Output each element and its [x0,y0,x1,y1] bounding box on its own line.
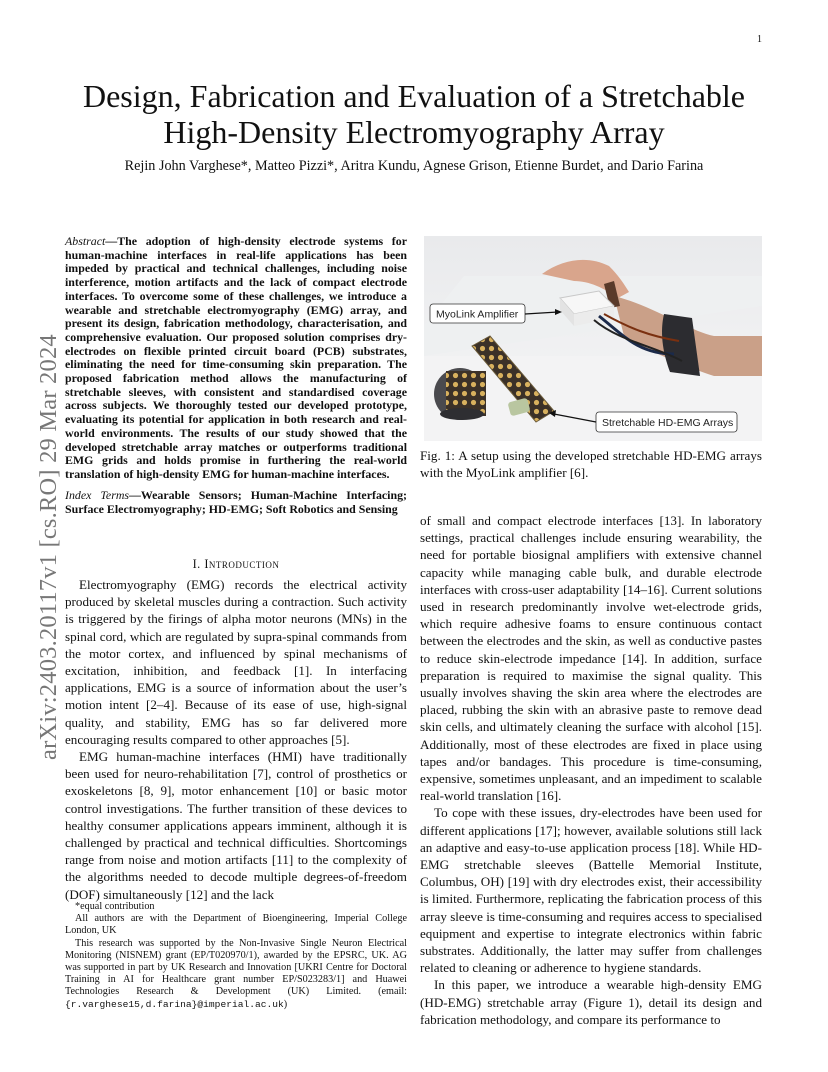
section-heading: I. Introduction [192,557,280,571]
paragraph: To cope with these issues, dry-electrodes have been used for different applications [17]; however, available solutions still lack an adaptive and easy-to-use application process [18]. While HD-EMG stretchable sleeves (Battelle Memorial Institute, Columbus, OH) [19] with dry electrodes exist, their accessibility is limited. Furthermore, replicating the fabrication process of this array sleeve is time-consuming and requires access to specialised equipment and expertise to integrate electronics within fabric substrates. Additionally, the latter may suffer from challenges related to cleaning or adherence to hygiene standards. [420,805,762,976]
index-terms-text: —Wearable Sensors; Human-Machine Interfacing; Surface Electromyography; HD-EMG; Soft Robotics and Sensing [65,488,407,516]
title-line-1: Design, Fabrication and Evaluation of a Stretchable [82,78,745,114]
index-terms [65,489,407,516]
right-column-body [420,512,762,1028]
footnotes [65,901,407,1011]
setup-photo-illustration [424,236,762,441]
arrays-label: Stretchable HD-EMG Arrays [602,417,734,429]
paragraph: of small and compact electrode interfaces [13]. In laboratory settings, practical challenges include ensuring wearability, the need for portable biosignal amplifiers with extensive channel capacity while managing cable bulk, and durable electrode interfaces with cross-user adaptability [14–16]. Current solutions used in research predominantly involve wet-electrode grids, which require adhesive foams to ensure continuous contact between the electrodes and the skin, as well as conductive pastes to reduce skin-electrode impedance [14]. In addition, surface preparation is required to maximise the signal quality. This usually involves shaving the skin area where the electrodes are placed, rubbing the skin with an abrasive paste to remove dead skin cells, and ultimately cleaning the surface with alcohol [15]. Additionally, most of these electrodes are fixed in place using tapes and/or bandages. This procedure is time-consuming, expensive, sometimes unpleasant, and an impediment to scalable real-world translation [16]. [420,513,762,804]
footnote-affiliation: All authors are with the Department of Bioengineering, Imperial College London, UK [65,913,407,937]
abstract [65,235,407,482]
index-terms-label: Index Terms [65,488,130,502]
footnote-equal: *equal contribution [75,901,155,912]
funding-text: This research was supported by the Non-Invasive Single Neuron Electrical Monitoring (NISNEM) grant (EP/T020970/1), awarded by the EPSRC, UK. AG was supported in part by UK Research and Innovation [UKRI Centre for Doctoral Training in AI for Healthcare grant number EP/S023283/1] and Huawei Technologies Research & Development (UK) Limited. (email: [65,937,407,998]
paper-title [40,78,788,150]
paragraph: In this paper, we introduce a wearable high-density EMG (HD-EMG) stretchable array (Figure 1), detail its design and fabrication methodology, and compare its performance to [420,977,762,1027]
arxiv-stamp-text: arXiv:2403.20117v1 [cs.RO] 29 Mar 2024 [35,334,62,760]
figure-1-photo [424,236,762,441]
paragraph: Electromyography (EMG) records the electrical activity produced by skeletal muscles during a contraction. Such activity is triggered by the firings of alpha motor neurons (MNs) in the spinal cord, which are regulated by supra-spinal commands from the motor cortex, and influenced by spinal mechanisms of excitation, inhibition, and feedback [1]. In interfacing applications, EMG is a source of information about the user’s motion intent [2–4]. Because of its ease of use, high-signal quality, and stability, EMG has so far delivered more encouraging results compared to other approaches [5]. [65,577,407,747]
paragraph: EMG human-machine interfaces (HMI) have traditionally been used for neuro-rehabilitation [7], control of prosthetics or exoskeletons [8, 9], motor enhancement [10] or basic motor control investigations. The further transition of these devices to healthy consumer applications appears imminent, although it is challenged by practical and technical difficulties. Shortcomings range from noise and motion artifacts [11] to the complexity of the algorithms needed to decode multiple degrees-of-freedom (DOF) simultaneously [12] and the lack [65,749,407,902]
email-addresses: {r.varghese15,d.farina}@imperial.ac.uk [65,998,284,1010]
funding-close: ) [283,998,288,1010]
title-line-2: High-Density Electromyography Array [163,114,665,150]
abstract-text: —The adoption of high-density electrode systems for human-machine interfaces in real-life applications has been impeded by practical and technical challenges, including noise interference, motion artifacts and the lack of compact electrode interfaces. To overcome some of these challenges, we introduce a wearable and stretchable electromyography (EMG) array, and present its design, fabrication methodology, characterisation, and comprehensive evaluation. Our proposed solution comprises dry-electrodes on flexible printed circuit board (PCB) substrates, eliminating the need for time-consuming skin preparation. The proposed fabrication method allows the manufacturing of stretchable sleeves, with consistent and standardised coverage across subjects. We thoroughly tested our developed prototype, evaluating its potential for application in both research and real-world environments. The results of our study showed that the developed stretchable array matches or outperforms traditional EMG grids and holds promise in furthering the real-world translation of high-density EMG for human-machine interfaces. [65,234,407,481]
left-column-body [65,576,407,903]
figure-caption: Fig. 1: A setup using the developed stretchable HD-EMG arrays with the MyoLink amplifier [6]. [420,448,762,481]
footnote-funding [65,938,407,1011]
amplifier-label: MyoLink Amplifier [436,308,519,321]
author-list: Rejin John Varghese*, Matteo Pizzi*, Aritra Kundu, Agnese Grison, Etienne Burdet, and Dario Farina [124,158,704,174]
page-number: 1 [757,34,762,45]
abstract-label: Abstract [65,234,106,248]
